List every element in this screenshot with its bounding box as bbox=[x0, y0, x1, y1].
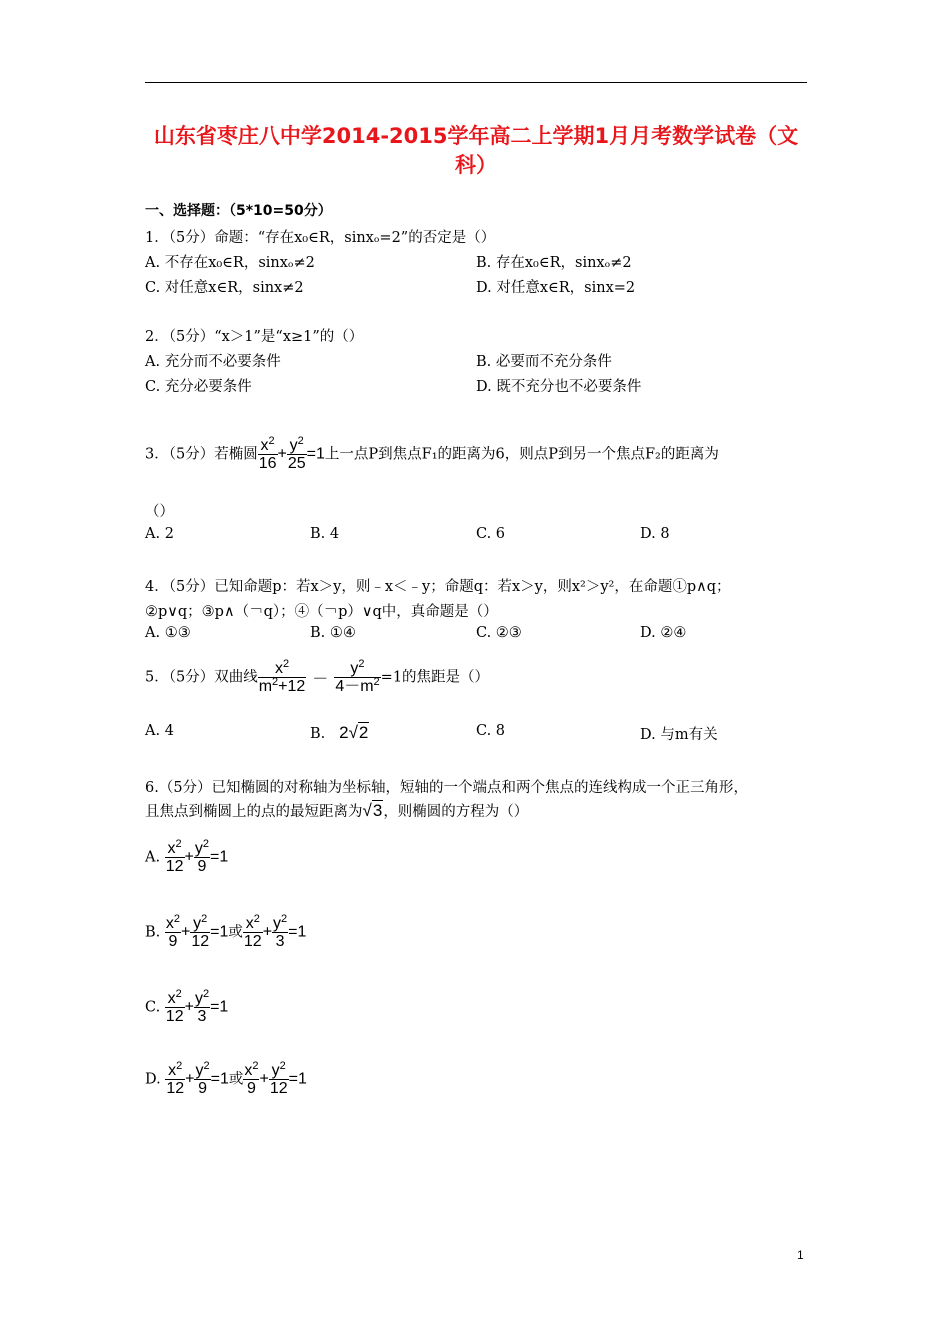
q4-option-c: C. ②③ bbox=[476, 625, 522, 641]
q3-suffix: 上一点P到焦点F₁的距离为6，则点P到另一个焦点F₂的距离为 bbox=[324, 446, 719, 463]
q3-option-b: B. 4 bbox=[310, 526, 340, 542]
q1-option-a: A. 不存在x₀∈R，sinxₒ≠2 bbox=[145, 255, 315, 271]
fraction-x2-over-16: $\frac{x^2}{16}$ bbox=[258, 435, 277, 472]
q4-option-b: B. ①④ bbox=[310, 625, 356, 641]
q1-option-b: B. 存在x₀∈R，sinxₒ≠2 bbox=[476, 255, 632, 271]
q2-option-c: C. 充分必要条件 bbox=[145, 379, 252, 395]
q4-line-1: 4．（5分）已知命题p：若x＞y，则﹣x＜﹣y；命题q：若x＞y，则x²＞y²，在命题①p∧q； bbox=[145, 579, 731, 595]
two-root-two: 2√2 bbox=[339, 723, 369, 742]
q3-prefix: 3．（5分）若椭圆 bbox=[145, 446, 258, 463]
q5-prefix: 5．（5分）双曲线 bbox=[145, 669, 258, 686]
q5-option-c: C. 8 bbox=[476, 723, 506, 739]
page-number: 1 bbox=[797, 1248, 804, 1262]
q3-stem: 3．（5分）若椭圆 $\frac{x^2}{16}$ + $\frac{y^2}{25}$ =1上一点P到焦点F₁的距离为6，则点P到另一个焦点F₂的距离为 bbox=[145, 435, 719, 472]
q4-option-d: D. ②④ bbox=[640, 625, 687, 641]
q3-option-a: A. 2 bbox=[145, 526, 174, 542]
root-three: √3 bbox=[362, 801, 383, 820]
q6-option-c: C. $\frac{x^2}{12}$ + $\frac{y^2}{3}$ =1 bbox=[145, 988, 229, 1025]
q5-option-a: A. 4 bbox=[145, 723, 174, 739]
q1-option-c: C. 对任意x∈R，sinx≠2 bbox=[145, 280, 304, 296]
q3-option-d: D. 8 bbox=[640, 526, 670, 542]
fraction-y2-over-4-minus-m2: $\frac{y^2}{4-m^2}$ bbox=[335, 658, 380, 695]
q2-stem: 2．（5分）“x＞1”是“x≥1”的（） bbox=[145, 329, 364, 345]
title-line-1: 山东省枣庄八中学2014-2015学年高二上学期1月月考数学试卷（文 bbox=[153, 124, 799, 148]
q2-option-b: B. 必要而不充分条件 bbox=[476, 354, 612, 370]
q6-option-a: A. $\frac{x^2}{12}$ + $\frac{y^2}{9}$ =1 bbox=[145, 838, 229, 875]
q6-line-2: 且焦点到椭圆上的点的最短距离为√3，则椭圆的方程为（） bbox=[145, 801, 529, 820]
q5-suffix: =1的焦距是（） bbox=[380, 669, 490, 686]
q6-option-b: B. $\frac{x^2}{9}$ + $\frac{y^2}{12}$ =1或 $\frac{x^2}{12}$ + $\frac{y^2}{3}$ =1 bbox=[145, 913, 307, 950]
q4-line-2: ②p∨q；③p∧（￢q）；④（￢p）∨q中，真命题是（） bbox=[145, 604, 498, 620]
q5-option-d: D. 与m有关 bbox=[640, 727, 718, 743]
q1-stem: 1．（5分）命题：“存在x₀∈R，sinxₒ=2”的否定是（） bbox=[145, 230, 496, 246]
q5-option-b: B. 2√2 bbox=[310, 723, 369, 742]
q5-stem: 5．（5分）双曲线 $\frac{x^2}{m^2+12}$ － $\frac{y^2}{4-m^2}$ =1的焦距是（） bbox=[145, 658, 490, 695]
q6-option-d: D. $\frac{x^2}{12}$ + $\frac{y^2}{9}$ =1或 $\frac{x^2}{9}$ + $\frac{y^2}{12}$ =1 bbox=[145, 1060, 307, 1097]
fraction-x2-over-m2-plus-12: $\frac{x^2}{m^2+12}$ bbox=[258, 658, 306, 695]
q6-line-1: 6.（5分）已知椭圆的对称轴为坐标轴，短轴的一个端点和两个焦点的连线构成一个正三角形， bbox=[145, 780, 749, 796]
page-title bbox=[145, 122, 807, 180]
q3-paren: （） bbox=[145, 504, 174, 520]
q2-option-d: D. 既不充分也不必要条件 bbox=[476, 379, 642, 395]
q2-option-a: A. 充分而不必要条件 bbox=[145, 354, 281, 370]
header-rule bbox=[145, 82, 807, 83]
q4-option-a: A. ①③ bbox=[145, 625, 191, 641]
section-heading: 一、选择题：（5*10=50分） bbox=[145, 203, 332, 219]
q3-option-c: C. 6 bbox=[476, 526, 506, 542]
q1-option-d: D. 对任意x∈R，sinx=2 bbox=[476, 280, 636, 296]
fraction-y2-over-25: $\frac{y^2}{25}$ bbox=[287, 435, 306, 472]
title-line-2: 科） bbox=[455, 153, 497, 177]
